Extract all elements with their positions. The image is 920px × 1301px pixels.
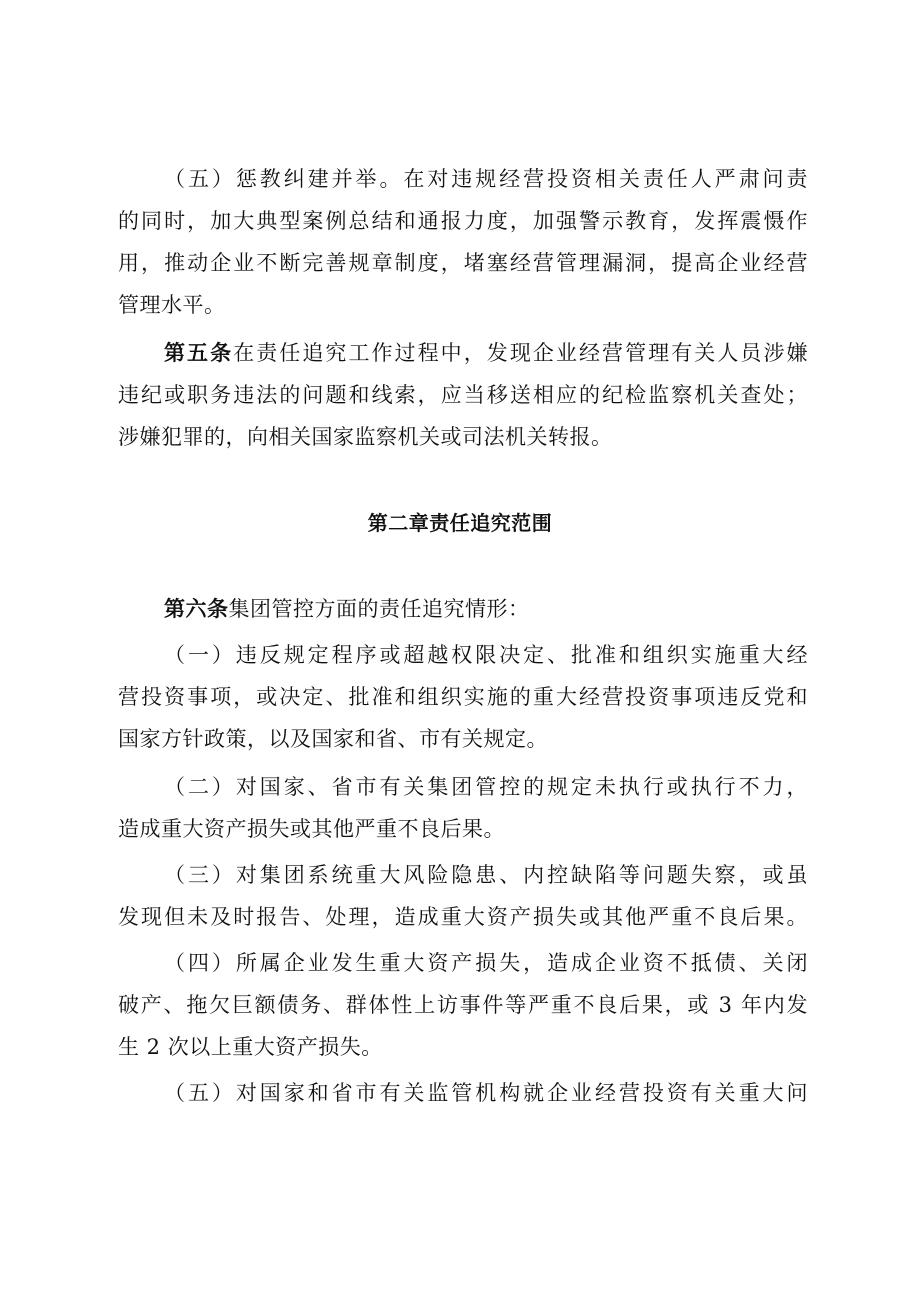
paragraph-line: 造成重大资产损失或其他严重不良后果。	[118, 817, 505, 841]
paragraph-line: （四）所属企业发生重大资产损失，造成企业资不抵债、关闭	[164, 951, 808, 975]
paragraph-line: （三）对集团系统重大风险隐患、内控缺陷等问题失察，或虽	[164, 863, 808, 887]
paragraph-line: 用，推动企业不断完善规章制度，堵塞经营管理漏洞，提高企业经营	[118, 251, 808, 275]
article-5-first-line	[164, 338, 808, 368]
paragraph-line: （五）惩教纠建并举。在对违规经营投资相关责任人严肃问责	[164, 167, 808, 191]
paragraph-line: 破产、拖欠巨额债务、群体性上访事件等严重不良后果，或 3 年内发	[118, 993, 808, 1017]
paragraph-line: 的同时，加大典型案例总结和通报力度，加强警示教育，发挥震慑作	[118, 209, 808, 233]
paragraph-line: （五）对国家和省市有关监管机构就企业经营投资有关重大问	[164, 1081, 808, 1105]
article-6-label: 第六条	[164, 597, 229, 621]
article-5-text: 在责任追究工作过程中，发现企业经营管理有关人员涉嫌	[233, 341, 809, 365]
article-5-label: 第五条	[164, 341, 234, 365]
paragraph-line: 涉嫌犯罪的，向相关国家监察机关或司法机关转报。	[118, 425, 613, 449]
paragraph-line: （一）违反规定程序或超越权限决定、批准和组织实施重大经	[164, 643, 808, 667]
paragraph-line: 违纪或职务违法的问题和线索，应当移送相应的纪检监察机关查处；	[118, 383, 808, 407]
paragraph-line: （二）对国家、省市有关集团管控的规定未执行或执行不力，	[164, 775, 808, 799]
paragraph-line: 发现但未及时报告、处理，造成重大资产损失或其他严重不良后果。	[118, 905, 808, 929]
article-6-intro: 集团管控方面的责任追究情形：	[228, 597, 530, 621]
paragraph-line: 管理水平。	[118, 293, 226, 317]
chapter-title: 第二章责任追究范围	[367, 511, 553, 535]
paragraph-line: 生 2 次以上重大资产损失。	[118, 1035, 383, 1059]
paragraph-line: 营投资事项，或决定、批准和组织实施的重大经营投资事项违反党和	[118, 685, 808, 709]
paragraph-line: 国家方针政策，以及国家和省、市有关规定。	[118, 727, 548, 751]
article-6-first-line	[164, 594, 808, 624]
